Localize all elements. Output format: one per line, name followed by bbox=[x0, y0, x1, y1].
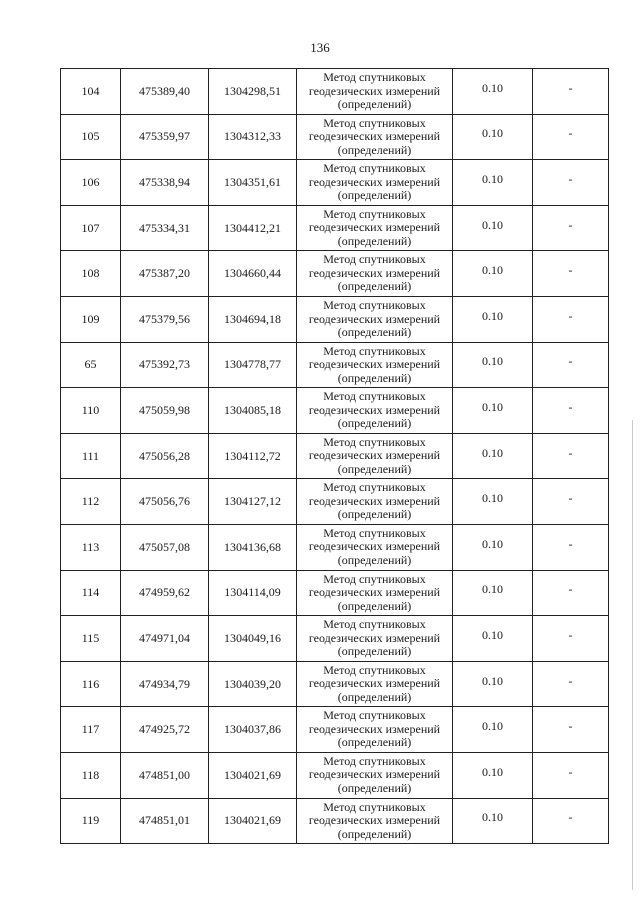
method-line: геодезических измерений bbox=[308, 721, 441, 736]
x-coordinate-cell-text: 474925,72 bbox=[139, 722, 190, 737]
note-cell-text: - bbox=[568, 308, 573, 323]
method-line: (определений) bbox=[337, 780, 412, 795]
note-cell-text: - bbox=[568, 491, 573, 506]
accuracy-cell-text: 0.10 bbox=[482, 810, 503, 825]
note-cell-text: - bbox=[568, 719, 573, 734]
table-row bbox=[61, 114, 609, 160]
method-cell bbox=[297, 205, 453, 251]
method-line: геодезических измерений bbox=[308, 448, 441, 463]
table-row bbox=[61, 661, 609, 707]
method-line: (определений) bbox=[337, 325, 412, 340]
x-coordinate-cell-text: 474934,79 bbox=[139, 676, 190, 691]
method-line: геодезических измерений bbox=[308, 676, 441, 691]
method-line: Метод спутниковых bbox=[323, 70, 426, 85]
method-cell bbox=[297, 707, 453, 753]
note-cell bbox=[533, 707, 609, 753]
table-row bbox=[61, 752, 609, 798]
method-line: Метод спутниковых bbox=[323, 252, 426, 267]
method-line: Метод спутниковых bbox=[323, 708, 426, 723]
accuracy-cell-text: 0.10 bbox=[482, 171, 503, 186]
y-coordinate-cell-text: 1304127,12 bbox=[224, 494, 281, 509]
point-number-cell bbox=[61, 752, 121, 798]
x-coordinate-cell bbox=[121, 479, 209, 525]
method-line: Метод спутниковых bbox=[323, 799, 426, 814]
note-cell bbox=[533, 433, 609, 479]
method-line: геодезических измерений bbox=[308, 767, 441, 782]
accuracy-cell-text: 0.10 bbox=[482, 491, 503, 506]
y-coordinate-cell-text: 1304085,18 bbox=[224, 402, 281, 417]
point-number-cell bbox=[61, 205, 121, 251]
note-cell bbox=[533, 479, 609, 525]
y-coordinate-cell bbox=[209, 479, 297, 525]
x-coordinate-cell-text: 475056,76 bbox=[139, 494, 190, 509]
note-cell-text: - bbox=[568, 582, 573, 597]
note-cell bbox=[533, 160, 609, 206]
x-coordinate-cell bbox=[121, 570, 209, 616]
point-number-cell-text: 109 bbox=[81, 311, 100, 326]
method-cell bbox=[297, 479, 453, 525]
method-line: геодезических измерений bbox=[308, 585, 441, 600]
method-cell bbox=[297, 798, 453, 844]
x-coordinate-cell bbox=[121, 205, 209, 251]
method-line: геодезических измерений bbox=[308, 493, 441, 508]
x-coordinate-cell-text: 475389,40 bbox=[139, 83, 190, 98]
point-number-cell-text: 110 bbox=[81, 402, 100, 417]
point-number-cell bbox=[61, 69, 121, 115]
method-cell bbox=[297, 616, 453, 662]
x-coordinate-cell-text: 475379,56 bbox=[139, 311, 190, 326]
accuracy-cell-text: 0.10 bbox=[482, 673, 503, 688]
point-number-cell-text: 112 bbox=[81, 494, 100, 509]
note-cell-text: - bbox=[568, 764, 573, 779]
method-line: Метод спутниковых bbox=[323, 161, 426, 176]
point-number-cell bbox=[61, 661, 121, 707]
table-row bbox=[61, 524, 609, 570]
note-cell bbox=[533, 798, 609, 844]
y-coordinate-cell bbox=[209, 433, 297, 479]
point-number-cell bbox=[61, 524, 121, 570]
y-coordinate-cell-text: 1304660,44 bbox=[224, 266, 281, 281]
y-coordinate-cell-text: 1304778,77 bbox=[224, 357, 281, 372]
point-number-cell-text: 111 bbox=[81, 448, 100, 463]
point-number-cell-text: 115 bbox=[81, 630, 100, 645]
method-line: Метод спутниковых bbox=[323, 662, 426, 677]
table-row bbox=[61, 69, 609, 115]
method-line: Метод спутниковых bbox=[323, 571, 426, 586]
x-coordinate-cell bbox=[121, 798, 209, 844]
method-cell bbox=[297, 114, 453, 160]
method-cell bbox=[297, 296, 453, 342]
point-number-cell-text: 113 bbox=[81, 539, 100, 554]
note-cell bbox=[533, 205, 609, 251]
method-line: Метод спутниковых bbox=[323, 434, 426, 449]
point-number-cell bbox=[61, 342, 121, 388]
y-coordinate-cell-text: 1304039,20 bbox=[224, 676, 281, 691]
method-line: геодезических измерений bbox=[308, 174, 441, 189]
y-coordinate-cell bbox=[209, 160, 297, 206]
method-line: геодезических измерений bbox=[308, 265, 441, 280]
method-line: геодезических измерений bbox=[308, 813, 441, 828]
accuracy-cell bbox=[453, 433, 533, 479]
method-line: (определений) bbox=[337, 507, 412, 522]
accuracy-cell bbox=[453, 205, 533, 251]
y-coordinate-cell bbox=[209, 342, 297, 388]
y-coordinate-cell bbox=[209, 570, 297, 616]
x-coordinate-cell-text: 475392,73 bbox=[139, 357, 190, 372]
table-row bbox=[61, 342, 609, 388]
note-cell-text: - bbox=[568, 80, 573, 95]
y-coordinate-cell bbox=[209, 296, 297, 342]
x-coordinate-cell-text: 475057,08 bbox=[139, 539, 190, 554]
method-line: геодезических измерений bbox=[308, 357, 441, 372]
method-cell bbox=[297, 524, 453, 570]
accuracy-cell-text: 0.10 bbox=[482, 126, 503, 141]
table-row bbox=[61, 616, 609, 662]
point-number-cell bbox=[61, 251, 121, 297]
method-cell bbox=[297, 69, 453, 115]
y-coordinate-cell-text: 1304298,51 bbox=[224, 83, 281, 98]
x-coordinate-cell-text: 475359,97 bbox=[139, 129, 190, 144]
method-line: (определений) bbox=[337, 279, 412, 294]
point-number-cell bbox=[61, 798, 121, 844]
accuracy-cell bbox=[453, 69, 533, 115]
method-cell bbox=[297, 251, 453, 297]
accuracy-cell-text: 0.10 bbox=[482, 764, 503, 779]
method-line: (определений) bbox=[337, 188, 412, 203]
method-line: Метод спутниковых bbox=[323, 206, 426, 221]
x-coordinate-cell-text: 474959,62 bbox=[139, 585, 190, 600]
method-line: (определений) bbox=[337, 689, 412, 704]
method-line: (определений) bbox=[337, 233, 412, 248]
x-coordinate-cell-text: 475387,20 bbox=[139, 266, 190, 281]
method-line: (определений) bbox=[337, 97, 412, 112]
y-coordinate-cell bbox=[209, 752, 297, 798]
method-line: Метод спутниковых bbox=[323, 298, 426, 313]
y-coordinate-cell-text: 1304114,09 bbox=[224, 585, 281, 600]
table-row bbox=[61, 707, 609, 753]
y-coordinate-cell bbox=[209, 251, 297, 297]
note-cell bbox=[533, 661, 609, 707]
accuracy-cell-text: 0.10 bbox=[482, 80, 503, 95]
note-cell bbox=[533, 251, 609, 297]
x-coordinate-cell bbox=[121, 707, 209, 753]
point-number-cell-text: 108 bbox=[81, 266, 100, 281]
accuracy-cell bbox=[453, 524, 533, 570]
note-cell-text: - bbox=[568, 263, 573, 278]
x-coordinate-cell-text: 475059,98 bbox=[139, 402, 190, 417]
y-coordinate-cell-text: 1304412,21 bbox=[224, 220, 281, 235]
point-number-cell-text: 105 bbox=[81, 129, 100, 144]
accuracy-cell-text: 0.10 bbox=[482, 263, 503, 278]
point-number-cell bbox=[61, 433, 121, 479]
method-line: геодезических измерений bbox=[308, 539, 441, 554]
note-cell-text: - bbox=[568, 627, 573, 642]
point-number-cell-text: 117 bbox=[81, 722, 100, 737]
method-line: (определений) bbox=[337, 142, 412, 157]
table-row bbox=[61, 570, 609, 616]
point-number-cell-text: 104 bbox=[81, 83, 100, 98]
accuracy-cell bbox=[453, 616, 533, 662]
accuracy-cell bbox=[453, 251, 533, 297]
accuracy-cell bbox=[453, 661, 533, 707]
accuracy-cell-text: 0.10 bbox=[482, 308, 503, 323]
note-cell-text: - bbox=[568, 399, 573, 414]
y-coordinate-cell bbox=[209, 661, 297, 707]
accuracy-cell-text: 0.10 bbox=[482, 354, 503, 369]
method-line: (определений) bbox=[337, 598, 412, 613]
y-coordinate-cell-text: 1304021,69 bbox=[224, 813, 281, 828]
accuracy-cell-text: 0.10 bbox=[482, 217, 503, 232]
method-line: геодезических измерений bbox=[308, 129, 441, 144]
x-coordinate-cell bbox=[121, 69, 209, 115]
accuracy-cell bbox=[453, 570, 533, 616]
table-row bbox=[61, 296, 609, 342]
method-line: Метод спутниковых bbox=[323, 343, 426, 358]
point-number-cell-text: 114 bbox=[81, 585, 100, 600]
method-line: геодезических измерений bbox=[308, 630, 441, 645]
method-line: Метод спутниковых bbox=[323, 753, 426, 768]
accuracy-cell bbox=[453, 798, 533, 844]
y-coordinate-cell bbox=[209, 524, 297, 570]
point-number-cell-text: 119 bbox=[81, 813, 100, 828]
point-number-cell bbox=[61, 479, 121, 525]
y-coordinate-cell bbox=[209, 707, 297, 753]
method-line: (определений) bbox=[337, 826, 412, 841]
y-coordinate-cell-text: 1304351,61 bbox=[224, 174, 281, 189]
method-line: (определений) bbox=[337, 370, 412, 385]
y-coordinate-cell-text: 1304037,86 bbox=[224, 722, 281, 737]
method-cell bbox=[297, 661, 453, 707]
accuracy-cell bbox=[453, 752, 533, 798]
table-row bbox=[61, 251, 609, 297]
y-coordinate-cell bbox=[209, 616, 297, 662]
x-coordinate-cell bbox=[121, 251, 209, 297]
point-number-cell bbox=[61, 570, 121, 616]
note-cell bbox=[533, 69, 609, 115]
note-cell bbox=[533, 114, 609, 160]
x-coordinate-cell-text: 474971,04 bbox=[139, 630, 190, 645]
table-row bbox=[61, 479, 609, 525]
x-coordinate-cell bbox=[121, 296, 209, 342]
x-coordinate-cell bbox=[121, 160, 209, 206]
y-coordinate-cell-text: 1304312,33 bbox=[224, 129, 281, 144]
note-cell-text: - bbox=[568, 445, 573, 460]
x-coordinate-cell bbox=[121, 114, 209, 160]
x-coordinate-cell-text: 475056,28 bbox=[139, 448, 190, 463]
accuracy-cell-text: 0.10 bbox=[482, 719, 503, 734]
note-cell bbox=[533, 570, 609, 616]
table-row bbox=[61, 433, 609, 479]
accuracy-cell-text: 0.10 bbox=[482, 582, 503, 597]
method-line: (определений) bbox=[337, 416, 412, 431]
x-coordinate-cell bbox=[121, 752, 209, 798]
note-cell bbox=[533, 342, 609, 388]
note-cell-text: - bbox=[568, 126, 573, 141]
point-number-cell-text: 107 bbox=[81, 220, 100, 235]
note-cell-text: - bbox=[568, 171, 573, 186]
note-cell-text: - bbox=[568, 810, 573, 825]
point-number-cell bbox=[61, 296, 121, 342]
accuracy-cell-text: 0.10 bbox=[482, 399, 503, 414]
point-number-cell bbox=[61, 114, 121, 160]
method-line: Метод спутниковых bbox=[323, 115, 426, 130]
y-coordinate-cell-text: 1304049,16 bbox=[224, 630, 281, 645]
method-cell bbox=[297, 160, 453, 206]
y-coordinate-cell-text: 1304112,72 bbox=[224, 448, 281, 463]
scan-edge-line bbox=[632, 420, 633, 890]
note-cell-text: - bbox=[568, 217, 573, 232]
note-cell-text: - bbox=[568, 354, 573, 369]
coordinates-table bbox=[60, 68, 609, 844]
method-line: (определений) bbox=[337, 552, 412, 567]
accuracy-cell bbox=[453, 388, 533, 434]
note-cell bbox=[533, 388, 609, 434]
note-cell bbox=[533, 296, 609, 342]
y-coordinate-cell bbox=[209, 69, 297, 115]
method-line: Метод спутниковых bbox=[323, 389, 426, 404]
accuracy-cell-text: 0.10 bbox=[482, 627, 503, 642]
method-line: Метод спутниковых bbox=[323, 525, 426, 540]
table-row bbox=[61, 205, 609, 251]
method-cell bbox=[297, 570, 453, 616]
point-number-cell-text: 118 bbox=[81, 767, 100, 782]
point-number-cell-text: 106 bbox=[81, 174, 100, 189]
accuracy-cell bbox=[453, 707, 533, 753]
point-number-cell bbox=[61, 707, 121, 753]
method-line: геодезических измерений bbox=[308, 220, 441, 235]
method-cell bbox=[297, 433, 453, 479]
accuracy-cell-text: 0.10 bbox=[482, 536, 503, 551]
accuracy-cell bbox=[453, 296, 533, 342]
x-coordinate-cell bbox=[121, 342, 209, 388]
x-coordinate-cell bbox=[121, 433, 209, 479]
method-line: (определений) bbox=[337, 644, 412, 659]
note-cell-text: - bbox=[568, 673, 573, 688]
coordinates-table-body bbox=[61, 69, 609, 844]
method-cell bbox=[297, 752, 453, 798]
accuracy-cell-text: 0.10 bbox=[482, 445, 503, 460]
method-line: (определений) bbox=[337, 735, 412, 750]
x-coordinate-cell-text: 474851,01 bbox=[139, 813, 190, 828]
y-coordinate-cell bbox=[209, 114, 297, 160]
point-number-cell bbox=[61, 616, 121, 662]
note-cell-text: - bbox=[568, 536, 573, 551]
y-coordinate-cell bbox=[209, 205, 297, 251]
table-row bbox=[61, 388, 609, 434]
y-coordinate-cell-text: 1304694,18 bbox=[224, 311, 281, 326]
x-coordinate-cell bbox=[121, 388, 209, 434]
method-line: геодезических измерений bbox=[308, 311, 441, 326]
table-row bbox=[61, 160, 609, 206]
point-number-cell-text: 65 bbox=[84, 357, 97, 372]
y-coordinate-cell bbox=[209, 798, 297, 844]
point-number-cell bbox=[61, 160, 121, 206]
note-cell bbox=[533, 616, 609, 662]
accuracy-cell bbox=[453, 160, 533, 206]
table-row bbox=[61, 798, 609, 844]
note-cell bbox=[533, 752, 609, 798]
method-cell bbox=[297, 342, 453, 388]
y-coordinate-cell bbox=[209, 388, 297, 434]
accuracy-cell bbox=[453, 114, 533, 160]
page-number: 136 bbox=[310, 40, 330, 55]
point-number-cell bbox=[61, 388, 121, 434]
x-coordinate-cell bbox=[121, 616, 209, 662]
method-line: геодезических измерений bbox=[308, 83, 441, 98]
accuracy-cell bbox=[453, 479, 533, 525]
method-line: геодезических измерений bbox=[308, 402, 441, 417]
method-line: Метод спутниковых bbox=[323, 617, 426, 632]
y-coordinate-cell-text: 1304021,69 bbox=[224, 767, 281, 782]
x-coordinate-cell-text: 474851,00 bbox=[139, 767, 190, 782]
method-cell bbox=[297, 388, 453, 434]
note-cell bbox=[533, 524, 609, 570]
x-coordinate-cell-text: 475338,94 bbox=[139, 174, 190, 189]
x-coordinate-cell bbox=[121, 524, 209, 570]
y-coordinate-cell-text: 1304136,68 bbox=[224, 539, 281, 554]
point-number-cell-text: 116 bbox=[81, 676, 100, 691]
accuracy-cell bbox=[453, 342, 533, 388]
method-line: (определений) bbox=[337, 461, 412, 476]
method-line: Метод спутниковых bbox=[323, 480, 426, 495]
x-coordinate-cell-text: 475334,31 bbox=[139, 220, 190, 235]
x-coordinate-cell bbox=[121, 661, 209, 707]
